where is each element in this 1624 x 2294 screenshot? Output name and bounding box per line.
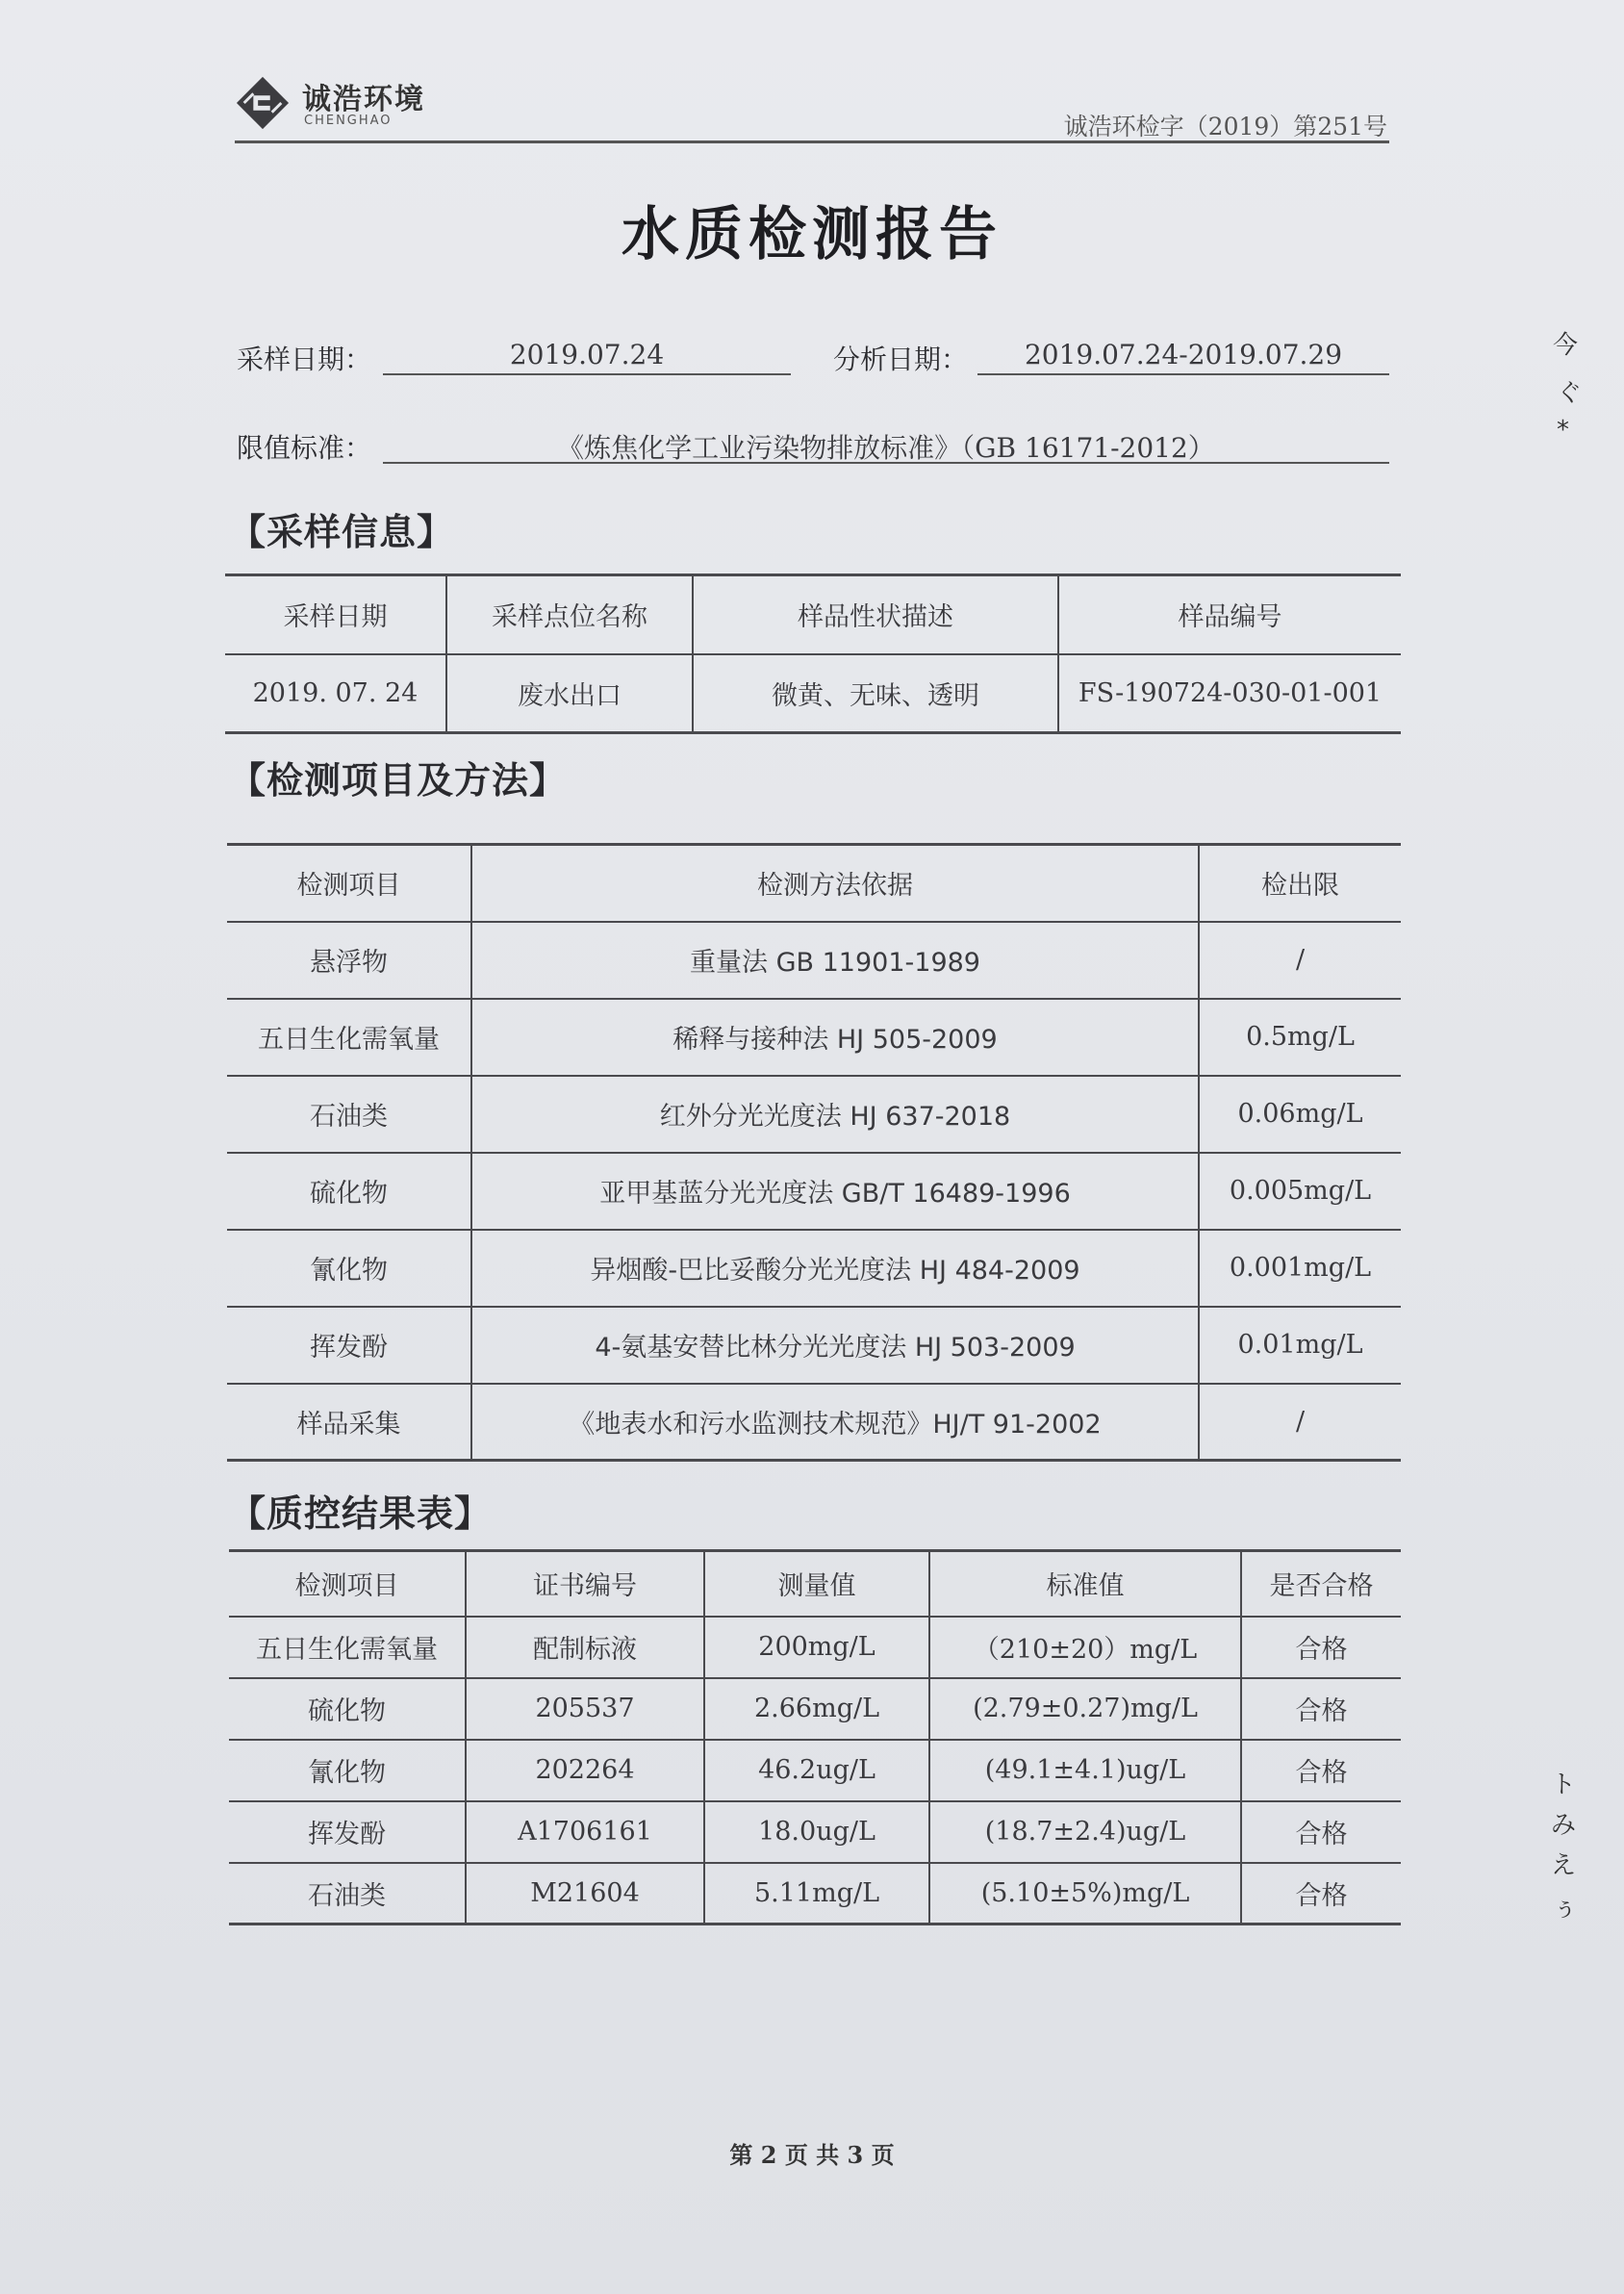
table-header: 检测方法依据 <box>471 845 1199 922</box>
table-cell: 硫化物 <box>229 1678 466 1740</box>
table-cell: 205537 <box>466 1678 704 1740</box>
standard-value: 《炼焦化学工业污染物排放标准》（GB 16171-2012） <box>383 427 1389 464</box>
edge-seal-mark: 今 <box>1553 331 1579 360</box>
table-cell: 重量法 GB 11901-1989 <box>471 922 1199 999</box>
edge-seal-mark: ぅ <box>1553 1894 1579 1923</box>
table-cell: 硫化物 <box>227 1153 471 1230</box>
table-cell: 配制标液 <box>466 1617 704 1678</box>
table-cell: 2.66mg/L <box>704 1678 929 1740</box>
table-cell: 悬浮物 <box>227 922 471 999</box>
table-cell: A1706161 <box>466 1801 704 1863</box>
standard-label: 限值标准： <box>237 432 372 464</box>
table-header: 样品性状描述 <box>693 575 1058 654</box>
table-cell: 46.2ug/L <box>704 1740 929 1801</box>
table-cell: 合格 <box>1241 1801 1401 1863</box>
table-header: 采样点位名称 <box>446 575 693 654</box>
edge-seal-mark: ト <box>1551 1771 1577 1799</box>
table-cell: 0.001mg/L <box>1199 1230 1401 1307</box>
table-cell: (49.1±4.1)ug/L <box>929 1740 1241 1801</box>
table-cell: 合格 <box>1241 1863 1401 1924</box>
qc-results-table <box>229 1549 1401 1925</box>
table-cell: 样品采集 <box>227 1384 471 1461</box>
table-cell: 《地表水和污水监测技术规范》HJ/T 91-2002 <box>471 1384 1199 1461</box>
document-number: 诚浩环检字（2019）第251号 <box>1063 113 1387 140</box>
table-header: 采样日期 <box>225 575 446 654</box>
table-header: 标准值 <box>929 1551 1241 1617</box>
table-cell: 挥发酚 <box>229 1801 466 1863</box>
table-cell: （210±20）mg/L <box>929 1617 1241 1678</box>
table-cell: 合格 <box>1241 1617 1401 1678</box>
table-header: 检出限 <box>1199 845 1401 922</box>
analysis-date-label: 分析日期： <box>833 344 969 375</box>
table-header: 证书编号 <box>466 1551 704 1617</box>
company-name-en: CHENGHAO <box>304 114 393 128</box>
sampling-date-value: 2019.07.24 <box>383 339 791 375</box>
page-number: 第 2 页 共 3 页 <box>729 2141 895 2169</box>
table-cell: 异烟酸-巴比妥酸分光光度法 HJ 484-2009 <box>471 1230 1199 1307</box>
table-cell: 石油类 <box>229 1863 466 1924</box>
table-cell: 0.06mg/L <box>1199 1076 1401 1153</box>
table-cell: / <box>1199 1384 1401 1461</box>
company-name-cn: 诚浩环境 <box>302 83 425 116</box>
table-cell: 五日生化需氧量 <box>227 999 471 1076</box>
sampling-info-table <box>225 574 1401 734</box>
table-cell: 氰化物 <box>227 1230 471 1307</box>
section-heading-methods: 【检测项目及方法】 <box>229 759 568 802</box>
table-cell: (18.7±2.4)ug/L <box>929 1801 1241 1863</box>
section-heading-qc: 【质控结果表】 <box>229 1492 493 1535</box>
table-header: 样品编号 <box>1058 575 1401 654</box>
edge-seal-mark: え <box>1551 1851 1577 1880</box>
table-cell: 18.0ug/L <box>704 1801 929 1863</box>
table-header: 检测项目 <box>227 845 471 922</box>
table-cell: 五日生化需氧量 <box>229 1617 466 1678</box>
table-cell: 0.01mg/L <box>1199 1307 1401 1384</box>
company-logo <box>235 69 446 137</box>
table-header: 测量值 <box>704 1551 929 1617</box>
table-cell: 200mg/L <box>704 1617 929 1678</box>
table-header: 是否合格 <box>1241 1551 1401 1617</box>
table-cell: 微黄、无味、透明 <box>693 654 1058 733</box>
edge-seal-mark: ぐ <box>1557 379 1583 408</box>
page-title: 水质检测报告 <box>622 201 1002 268</box>
analysis-date-value: 2019.07.24-2019.07.29 <box>977 339 1389 375</box>
table-cell: 0.005mg/L <box>1199 1153 1401 1230</box>
table-cell: 合格 <box>1241 1740 1401 1801</box>
edge-seal-mark: み <box>1551 1811 1577 1840</box>
table-cell: 稀释与接种法 HJ 505-2009 <box>471 999 1199 1076</box>
methods-table <box>227 843 1401 1462</box>
table-cell: (2.79±0.27)mg/L <box>929 1678 1241 1740</box>
table-header: 检测项目 <box>229 1551 466 1617</box>
company-logo-icon <box>235 75 291 131</box>
table-cell: FS-190724-030-01-001 <box>1058 654 1401 733</box>
table-cell: M21604 <box>466 1863 704 1924</box>
table-cell: 合格 <box>1241 1678 1401 1740</box>
table-cell: 亚甲基蓝分光光度法 GB/T 16489-1996 <box>471 1153 1199 1230</box>
table-cell: 石油类 <box>227 1076 471 1153</box>
edge-seal-mark: * <box>1557 416 1569 445</box>
table-cell: 2019. 07. 24 <box>225 654 446 733</box>
table-cell: 202264 <box>466 1740 704 1801</box>
table-cell: 5.11mg/L <box>704 1863 929 1924</box>
table-cell: / <box>1199 922 1401 999</box>
table-cell: 氰化物 <box>229 1740 466 1801</box>
table-cell: 废水出口 <box>446 654 693 733</box>
sampling-date-label: 采样日期： <box>237 344 372 375</box>
header-divider <box>235 140 1389 143</box>
table-cell: 红外分光光度法 HJ 637-2018 <box>471 1076 1199 1153</box>
section-heading-sampling: 【采样信息】 <box>229 511 455 553</box>
table-cell: 0.5mg/L <box>1199 999 1401 1076</box>
table-cell: (5.10±5%)mg/L <box>929 1863 1241 1924</box>
table-cell: 4-氨基安替比林分光光度法 HJ 503-2009 <box>471 1307 1199 1384</box>
table-cell: 挥发酚 <box>227 1307 471 1384</box>
